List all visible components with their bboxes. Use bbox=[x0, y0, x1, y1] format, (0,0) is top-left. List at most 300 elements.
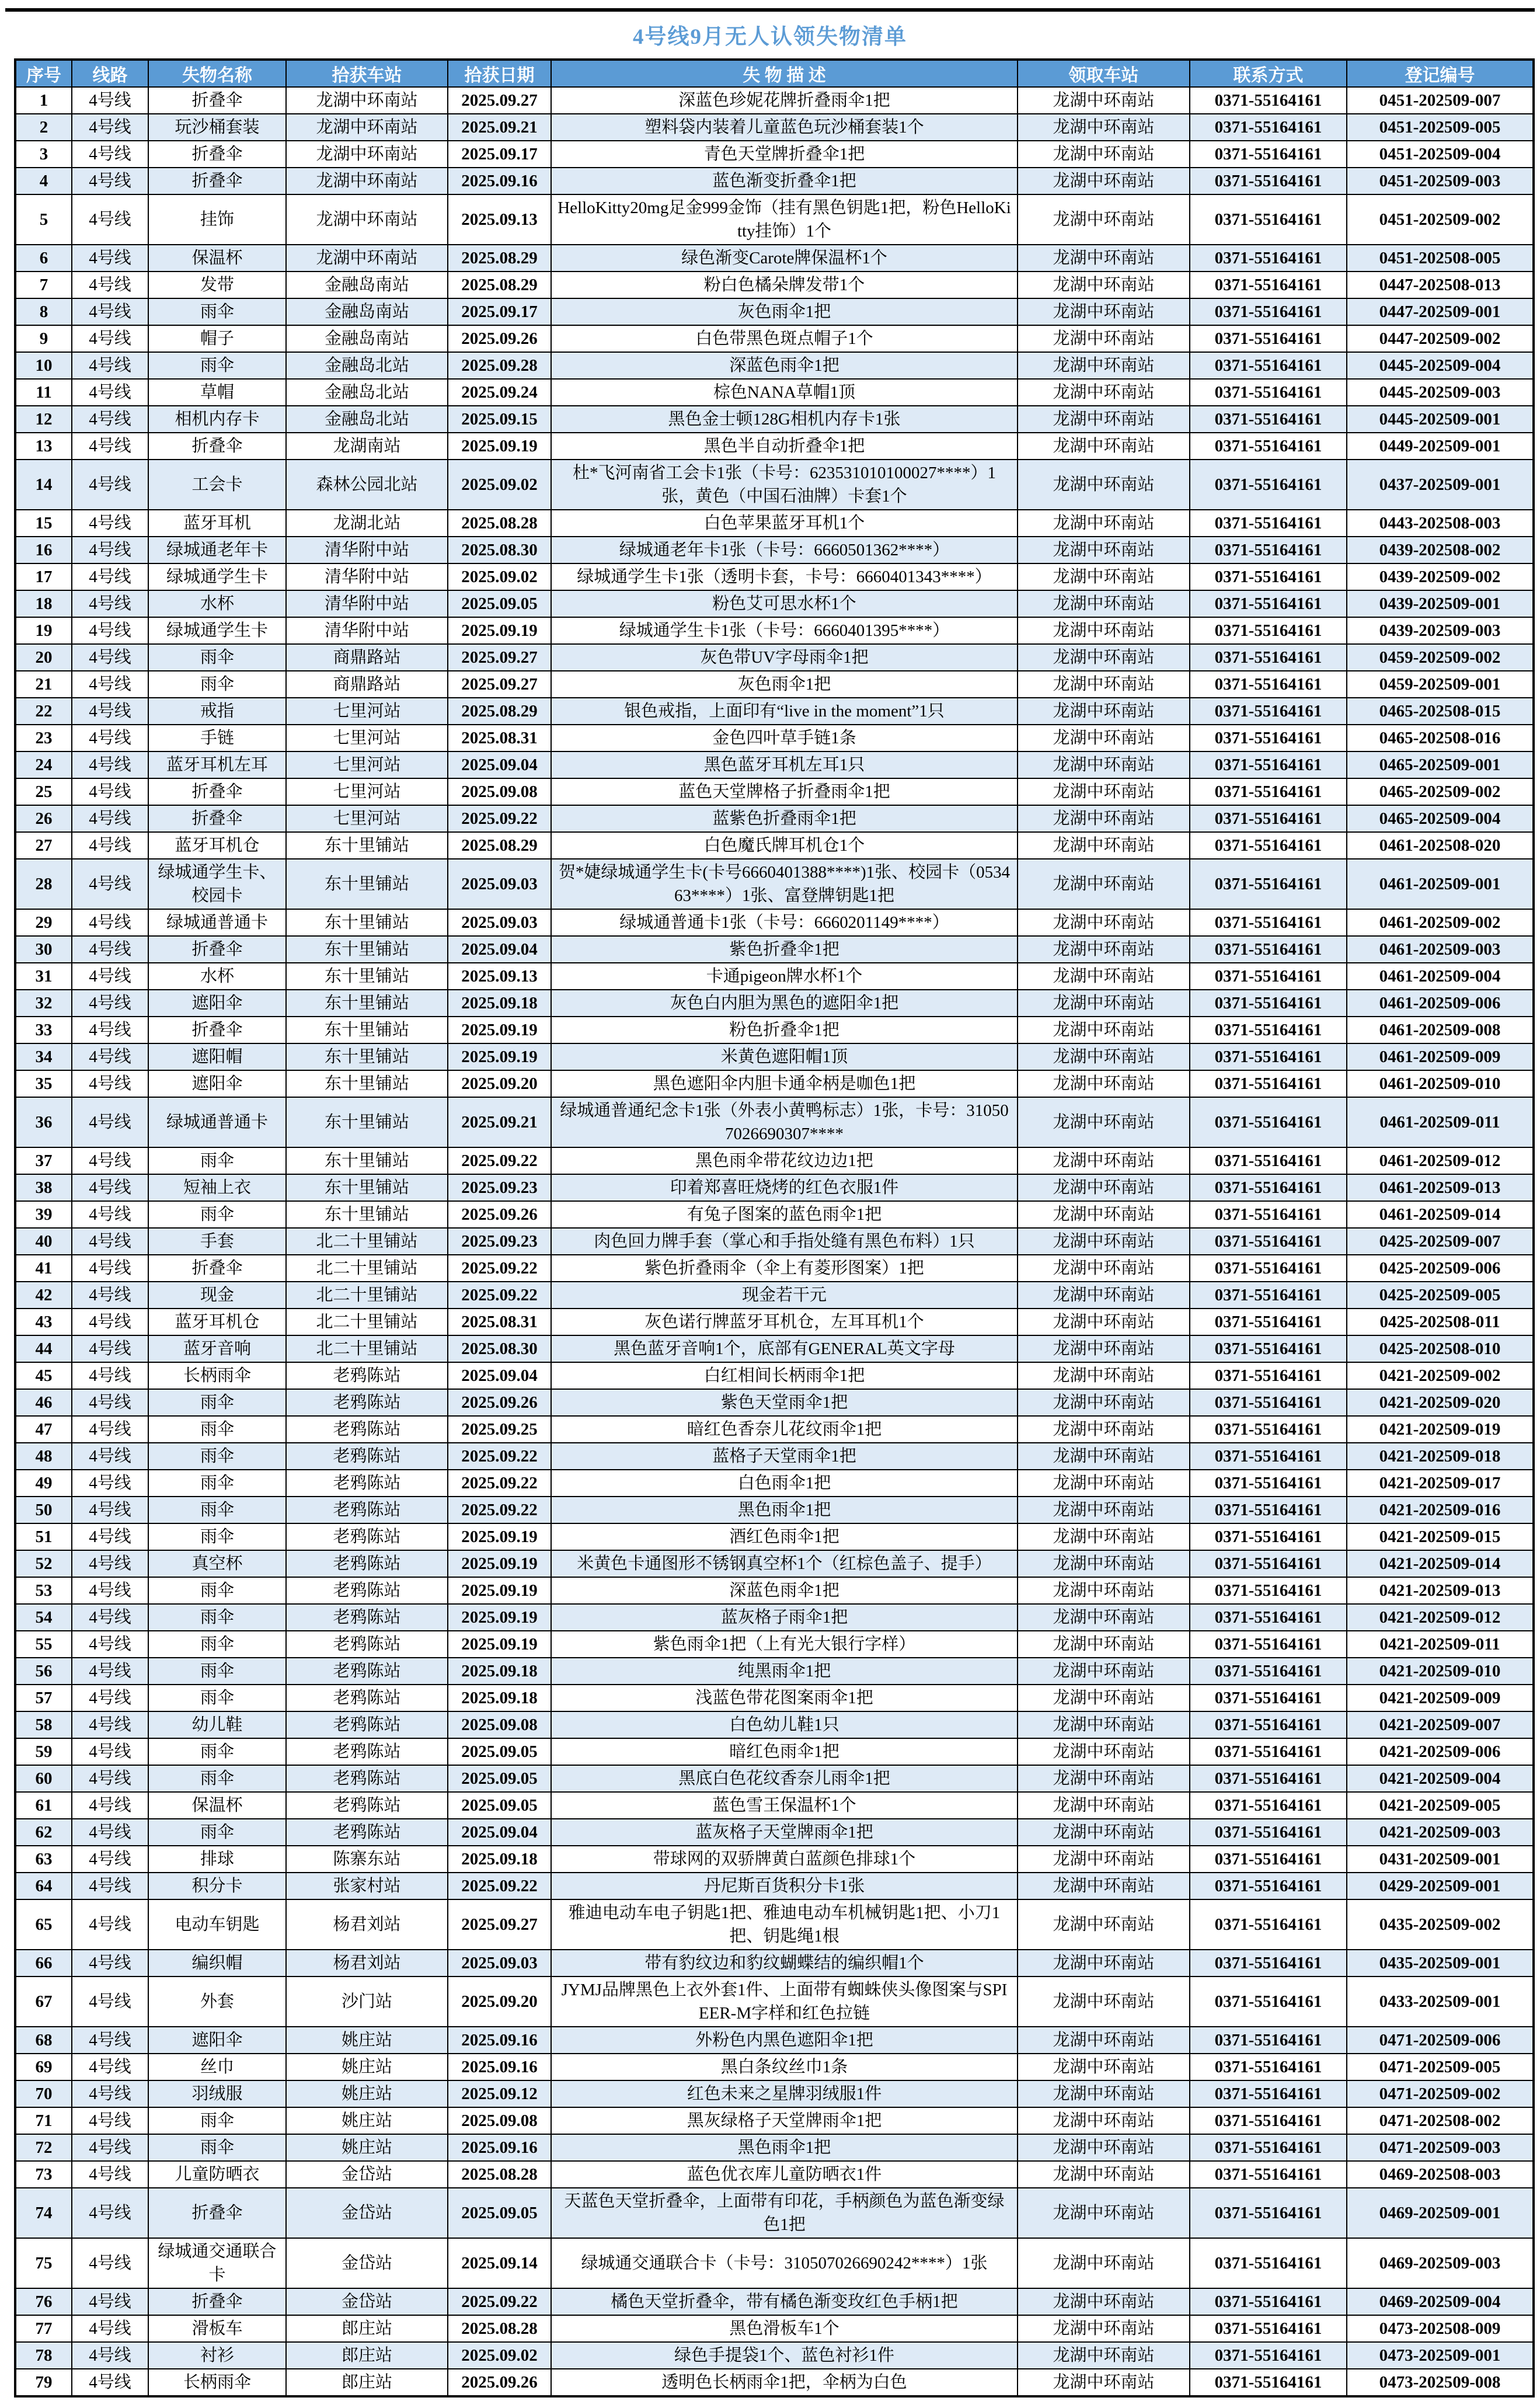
contact-cell: 0371-55164161 bbox=[1190, 805, 1347, 832]
found-date-cell: 2025.09.19 bbox=[448, 1550, 551, 1577]
pickup-station-cell: 龙湖中环南站 bbox=[1018, 1950, 1190, 1977]
contact-cell: 0371-55164161 bbox=[1190, 298, 1347, 325]
pickup-station-cell: 龙湖中环南站 bbox=[1018, 272, 1190, 298]
description-cell: 浅蓝色带花图案雨伞1把 bbox=[551, 1685, 1018, 1711]
table-row bbox=[15, 1255, 1534, 1282]
found-date-cell: 2025.08.30 bbox=[448, 537, 551, 563]
item-name-cell: 水杯 bbox=[148, 590, 286, 617]
registration-cell: 0451-202508-005 bbox=[1347, 245, 1534, 272]
line-cell: 4号线 bbox=[72, 909, 148, 936]
table-row bbox=[15, 563, 1534, 590]
found-date-cell: 2025.09.16 bbox=[448, 2027, 551, 2054]
serial-cell: 70 bbox=[15, 2080, 72, 2107]
found-date-cell: 2025.09.19 bbox=[448, 1043, 551, 1070]
serial-cell: 28 bbox=[15, 859, 72, 909]
item-name-cell: 遮阳帽 bbox=[148, 1043, 286, 1070]
found-station-cell: 东十里铺站 bbox=[286, 1147, 448, 1174]
registration-cell: 0445-202509-004 bbox=[1347, 352, 1534, 379]
found-station-cell: 姚庄站 bbox=[286, 2027, 448, 2054]
contact-cell: 0371-55164161 bbox=[1190, 1470, 1347, 1497]
contact-cell: 0371-55164161 bbox=[1190, 1577, 1347, 1604]
table-row bbox=[15, 2369, 1534, 2396]
table-row bbox=[15, 2134, 1534, 2161]
table-row bbox=[15, 2238, 1534, 2288]
contact-cell: 0371-55164161 bbox=[1190, 379, 1347, 406]
found-date-cell: 2025.09.18 bbox=[448, 1846, 551, 1873]
table-row bbox=[15, 1470, 1534, 1497]
found-station-cell: 老鸦陈站 bbox=[286, 1470, 448, 1497]
description-cell: 白色魔氏牌耳机仓1个 bbox=[551, 832, 1018, 859]
contact-cell: 0371-55164161 bbox=[1190, 671, 1347, 698]
found-station-cell: 陈寨东站 bbox=[286, 1846, 448, 1873]
table-row bbox=[15, 1335, 1534, 1362]
description-cell: 黑色雨伞1把 bbox=[551, 1497, 1018, 1523]
line-cell: 4号线 bbox=[72, 963, 148, 990]
registration-cell: 0421-202509-004 bbox=[1347, 1765, 1534, 1792]
column-header-serial: 序号 bbox=[15, 60, 72, 87]
contact-cell: 0371-55164161 bbox=[1190, 510, 1347, 537]
table-row bbox=[15, 1282, 1534, 1309]
line-cell: 4号线 bbox=[72, 936, 148, 963]
found-station-cell: 金岱站 bbox=[286, 2188, 448, 2238]
lost-items-table bbox=[14, 58, 1535, 2397]
found-date-cell: 2025.09.18 bbox=[448, 1685, 551, 1711]
found-station-cell: 商鼎路站 bbox=[286, 644, 448, 671]
item-name-cell: 折叠伞 bbox=[148, 433, 286, 460]
item-name-cell: 雨伞 bbox=[148, 1577, 286, 1604]
serial-cell: 56 bbox=[15, 1658, 72, 1685]
line-cell: 4号线 bbox=[72, 725, 148, 751]
contact-cell: 0371-55164161 bbox=[1190, 2054, 1347, 2080]
column-header-item-name: 失物名称 bbox=[148, 60, 286, 87]
found-station-cell: 金融岛南站 bbox=[286, 325, 448, 352]
pickup-station-cell: 龙湖中环南站 bbox=[1018, 2027, 1190, 2054]
table-row bbox=[15, 1604, 1534, 1631]
contact-cell: 0371-55164161 bbox=[1190, 590, 1347, 617]
serial-cell: 41 bbox=[15, 1255, 72, 1282]
item-name-cell: 雨伞 bbox=[148, 1685, 286, 1711]
found-station-cell: 老鸦陈站 bbox=[286, 1631, 448, 1658]
item-name-cell: 外套 bbox=[148, 1977, 286, 2027]
found-date-cell: 2025.09.17 bbox=[448, 141, 551, 168]
item-name-cell: 雨伞 bbox=[148, 352, 286, 379]
pickup-station-cell: 龙湖中环南站 bbox=[1018, 325, 1190, 352]
line-cell: 4号线 bbox=[72, 2134, 148, 2161]
registration-cell: 0471-202509-006 bbox=[1347, 2027, 1534, 2054]
pickup-station-cell: 龙湖中环南站 bbox=[1018, 859, 1190, 909]
table-row bbox=[15, 1711, 1534, 1738]
contact-cell: 0371-55164161 bbox=[1190, 1523, 1347, 1550]
registration-cell: 0421-202509-007 bbox=[1347, 1711, 1534, 1738]
line-cell: 4号线 bbox=[72, 2238, 148, 2288]
pickup-station-cell: 龙湖中环南站 bbox=[1018, 537, 1190, 563]
found-date-cell: 2025.09.16 bbox=[448, 2134, 551, 2161]
serial-cell: 57 bbox=[15, 1685, 72, 1711]
table-row bbox=[15, 963, 1534, 990]
description-cell: 灰色雨伞1把 bbox=[551, 671, 1018, 698]
item-name-cell: 真空杯 bbox=[148, 1550, 286, 1577]
registration-cell: 0471-202509-003 bbox=[1347, 2134, 1534, 2161]
item-name-cell: 雨伞 bbox=[148, 2134, 286, 2161]
registration-cell: 0421-202509-005 bbox=[1347, 1792, 1534, 1819]
registration-cell: 0459-202509-002 bbox=[1347, 644, 1534, 671]
registration-cell: 0465-202509-002 bbox=[1347, 778, 1534, 805]
item-name-cell: 折叠伞 bbox=[148, 2288, 286, 2315]
registration-cell: 0425-202509-006 bbox=[1347, 1255, 1534, 1282]
table-row bbox=[15, 2027, 1534, 2054]
found-station-cell: 老鸦陈站 bbox=[286, 1389, 448, 1416]
serial-cell: 30 bbox=[15, 936, 72, 963]
item-name-cell: 雨伞 bbox=[148, 1738, 286, 1765]
found-date-cell: 2025.09.19 bbox=[448, 1604, 551, 1631]
table-row bbox=[15, 406, 1534, 433]
registration-cell: 0461-202509-002 bbox=[1347, 909, 1534, 936]
pickup-station-cell: 龙湖中环南站 bbox=[1018, 698, 1190, 725]
description-cell: 灰色白内胆为黑色的遮阳伞1把 bbox=[551, 990, 1018, 1017]
found-station-cell: 商鼎路站 bbox=[286, 671, 448, 698]
registration-cell: 0469-202509-003 bbox=[1347, 2238, 1534, 2288]
item-name-cell: 雨伞 bbox=[148, 1819, 286, 1846]
description-cell: 酒红色雨伞1把 bbox=[551, 1523, 1018, 1550]
contact-cell: 0371-55164161 bbox=[1190, 1950, 1347, 1977]
serial-cell: 2 bbox=[15, 114, 72, 141]
pickup-station-cell: 龙湖中环南站 bbox=[1018, 1389, 1190, 1416]
pickup-station-cell: 龙湖中环南站 bbox=[1018, 2188, 1190, 2238]
found-date-cell: 2025.09.17 bbox=[448, 298, 551, 325]
found-date-cell: 2025.09.04 bbox=[448, 751, 551, 778]
found-date-cell: 2025.09.03 bbox=[448, 1950, 551, 1977]
found-station-cell: 东十里铺站 bbox=[286, 832, 448, 859]
table-row bbox=[15, 1792, 1534, 1819]
pickup-station-cell: 龙湖中环南站 bbox=[1018, 406, 1190, 433]
contact-cell: 0371-55164161 bbox=[1190, 1443, 1347, 1470]
serial-cell: 71 bbox=[15, 2107, 72, 2134]
pickup-station-cell: 龙湖中环南站 bbox=[1018, 1604, 1190, 1631]
description-cell: 黑白条纹丝巾1条 bbox=[551, 2054, 1018, 2080]
serial-cell: 73 bbox=[15, 2161, 72, 2188]
description-cell: 绿城通老年卡1张（卡号：6660501362****） bbox=[551, 537, 1018, 563]
line-cell: 4号线 bbox=[72, 751, 148, 778]
found-date-cell: 2025.09.23 bbox=[448, 1228, 551, 1255]
line-cell: 4号线 bbox=[72, 298, 148, 325]
pickup-station-cell: 龙湖中环南站 bbox=[1018, 909, 1190, 936]
line-cell: 4号线 bbox=[72, 1685, 148, 1711]
table-row bbox=[15, 2161, 1534, 2188]
line-cell: 4号线 bbox=[72, 1765, 148, 1792]
table-row bbox=[15, 1017, 1534, 1043]
contact-cell: 0371-55164161 bbox=[1190, 1174, 1347, 1201]
contact-cell: 0371-55164161 bbox=[1190, 1282, 1347, 1309]
item-name-cell: 工会卡 bbox=[148, 460, 286, 510]
description-cell: 深蓝色雨伞1把 bbox=[551, 352, 1018, 379]
table-row bbox=[15, 1819, 1534, 1846]
contact-cell: 0371-55164161 bbox=[1190, 1255, 1347, 1282]
item-name-cell: 遮阳伞 bbox=[148, 990, 286, 1017]
found-station-cell: 北二十里铺站 bbox=[286, 1255, 448, 1282]
description-cell: 白红相间长柄雨伞1把 bbox=[551, 1362, 1018, 1389]
table-row bbox=[15, 1977, 1534, 2027]
line-cell: 4号线 bbox=[72, 590, 148, 617]
serial-cell: 75 bbox=[15, 2238, 72, 2288]
contact-cell: 0371-55164161 bbox=[1190, 433, 1347, 460]
pickup-station-cell: 龙湖中环南站 bbox=[1018, 1017, 1190, 1043]
contact-cell: 0371-55164161 bbox=[1190, 778, 1347, 805]
description-cell: 灰色带UV字母雨伞1把 bbox=[551, 644, 1018, 671]
table-row bbox=[15, 725, 1534, 751]
found-station-cell: 金融岛北站 bbox=[286, 406, 448, 433]
pickup-station-cell: 龙湖中环南站 bbox=[1018, 644, 1190, 671]
item-name-cell: 长柄雨伞 bbox=[148, 1362, 286, 1389]
description-cell: 绿色渐变Carote牌保温杯1个 bbox=[551, 245, 1018, 272]
registration-cell: 0465-202509-004 bbox=[1347, 805, 1534, 832]
serial-cell: 18 bbox=[15, 590, 72, 617]
registration-cell: 0421-202509-006 bbox=[1347, 1738, 1534, 1765]
serial-cell: 63 bbox=[15, 1846, 72, 1873]
found-station-cell: 沙门站 bbox=[286, 1977, 448, 2027]
contact-cell: 0371-55164161 bbox=[1190, 563, 1347, 590]
serial-cell: 3 bbox=[15, 141, 72, 168]
found-station-cell: 清华附中站 bbox=[286, 537, 448, 563]
contact-cell: 0371-55164161 bbox=[1190, 751, 1347, 778]
line-cell: 4号线 bbox=[72, 141, 148, 168]
table-row bbox=[15, 379, 1534, 406]
contact-cell: 0371-55164161 bbox=[1190, 1765, 1347, 1792]
line-cell: 4号线 bbox=[72, 1631, 148, 1658]
line-cell: 4号线 bbox=[72, 433, 148, 460]
line-cell: 4号线 bbox=[72, 460, 148, 510]
item-name-cell: 绿城通交通联合卡 bbox=[148, 2238, 286, 2288]
found-date-cell: 2025.09.23 bbox=[448, 1174, 551, 1201]
registration-cell: 0421-202509-016 bbox=[1347, 1497, 1534, 1523]
pickup-station-cell: 龙湖中环南站 bbox=[1018, 563, 1190, 590]
contact-cell: 0371-55164161 bbox=[1190, 1416, 1347, 1443]
item-name-cell: 水杯 bbox=[148, 963, 286, 990]
contact-cell: 0371-55164161 bbox=[1190, 1977, 1347, 2027]
line-cell: 4号线 bbox=[72, 1950, 148, 1977]
description-cell: 黑灰绿格子天堂牌雨伞1把 bbox=[551, 2107, 1018, 2134]
contact-cell: 0371-55164161 bbox=[1190, 2027, 1347, 2054]
item-name-cell: 雨伞 bbox=[148, 1389, 286, 1416]
found-date-cell: 2025.09.19 bbox=[448, 1017, 551, 1043]
registration-cell: 0425-202508-011 bbox=[1347, 1309, 1534, 1335]
description-cell: 蓝色天堂牌格子折叠雨伞1把 bbox=[551, 778, 1018, 805]
line-cell: 4号线 bbox=[72, 1017, 148, 1043]
pickup-station-cell: 龙湖中环南站 bbox=[1018, 2342, 1190, 2369]
found-date-cell: 2025.09.02 bbox=[448, 2342, 551, 2369]
found-station-cell: 东十里铺站 bbox=[286, 1201, 448, 1228]
item-name-cell: 帽子 bbox=[148, 325, 286, 352]
description-cell: 黑色雨伞带花纹边边1把 bbox=[551, 1147, 1018, 1174]
serial-cell: 40 bbox=[15, 1228, 72, 1255]
table-row bbox=[15, 1899, 1534, 1950]
pickup-station-cell: 龙湖中环南站 bbox=[1018, 1685, 1190, 1711]
found-station-cell: 东十里铺站 bbox=[286, 1043, 448, 1070]
registration-cell: 0435-202509-001 bbox=[1347, 1950, 1534, 1977]
contact-cell: 0371-55164161 bbox=[1190, 537, 1347, 563]
pickup-station-cell: 龙湖中环南站 bbox=[1018, 1255, 1190, 1282]
item-name-cell: 雨伞 bbox=[148, 1765, 286, 1792]
pickup-station-cell: 龙湖中环南站 bbox=[1018, 1819, 1190, 1846]
registration-cell: 0421-202509-020 bbox=[1347, 1389, 1534, 1416]
found-date-cell: 2025.09.13 bbox=[448, 963, 551, 990]
found-date-cell: 2025.09.16 bbox=[448, 2054, 551, 2080]
pickup-station-cell: 龙湖中环南站 bbox=[1018, 1873, 1190, 1899]
table-row bbox=[15, 1228, 1534, 1255]
registration-cell: 0443-202508-003 bbox=[1347, 510, 1534, 537]
column-header-line: 线路 bbox=[72, 60, 148, 87]
line-cell: 4号线 bbox=[72, 1309, 148, 1335]
serial-cell: 37 bbox=[15, 1147, 72, 1174]
serial-cell: 24 bbox=[15, 751, 72, 778]
table-row bbox=[15, 1309, 1534, 1335]
table-row bbox=[15, 272, 1534, 298]
description-cell: 蓝色渐变折叠伞1把 bbox=[551, 168, 1018, 194]
description-cell: 黑色雨伞1把 bbox=[551, 2134, 1018, 2161]
description-cell: 红色未来之星牌羽绒服1件 bbox=[551, 2080, 1018, 2107]
item-name-cell: 雨伞 bbox=[148, 1470, 286, 1497]
table-row bbox=[15, 2188, 1534, 2238]
registration-cell: 0447-202509-002 bbox=[1347, 325, 1534, 352]
table-row bbox=[15, 1416, 1534, 1443]
item-name-cell: 雨伞 bbox=[148, 1201, 286, 1228]
description-cell: 粉色艾可思水杯1个 bbox=[551, 590, 1018, 617]
item-name-cell: 雨伞 bbox=[148, 298, 286, 325]
description-cell: 雅迪电动车电子钥匙1把、雅迪电动车机械钥匙1把、小刀1把、钥匙绳1根 bbox=[551, 1899, 1018, 1950]
contact-cell: 0371-55164161 bbox=[1190, 1711, 1347, 1738]
found-station-cell: 杨君刘站 bbox=[286, 1950, 448, 1977]
found-station-cell: 老鸦陈站 bbox=[286, 1792, 448, 1819]
line-cell: 4号线 bbox=[72, 1899, 148, 1950]
pickup-station-cell: 龙湖中环南站 bbox=[1018, 671, 1190, 698]
found-date-cell: 2025.09.22 bbox=[448, 1282, 551, 1309]
registration-cell: 0461-202509-004 bbox=[1347, 963, 1534, 990]
pickup-station-cell: 龙湖中环南站 bbox=[1018, 1443, 1190, 1470]
found-station-cell: 金融岛北站 bbox=[286, 352, 448, 379]
contact-cell: 0371-55164161 bbox=[1190, 2134, 1347, 2161]
table-row bbox=[15, 2288, 1534, 2315]
table-row bbox=[15, 1873, 1534, 1899]
pickup-station-cell: 龙湖中环南站 bbox=[1018, 1416, 1190, 1443]
line-cell: 4号线 bbox=[72, 805, 148, 832]
found-station-cell: 老鸦陈站 bbox=[286, 1497, 448, 1523]
pickup-station-cell: 龙湖中环南站 bbox=[1018, 751, 1190, 778]
found-date-cell: 2025.09.03 bbox=[448, 859, 551, 909]
description-cell: 白色带黑色斑点帽子1个 bbox=[551, 325, 1018, 352]
contact-cell: 0371-55164161 bbox=[1190, 2315, 1347, 2342]
found-station-cell: 老鸦陈站 bbox=[286, 1738, 448, 1765]
serial-cell: 78 bbox=[15, 2342, 72, 2369]
header-row bbox=[15, 60, 1534, 87]
contact-cell: 0371-55164161 bbox=[1190, 859, 1347, 909]
registration-cell: 0473-202509-008 bbox=[1347, 2369, 1534, 2396]
serial-cell: 55 bbox=[15, 1631, 72, 1658]
found-station-cell: 东十里铺站 bbox=[286, 990, 448, 1017]
table-row bbox=[15, 433, 1534, 460]
found-station-cell: 老鸦陈站 bbox=[286, 1604, 448, 1631]
contact-cell: 0371-55164161 bbox=[1190, 1147, 1347, 1174]
item-name-cell: 排球 bbox=[148, 1846, 286, 1873]
found-station-cell: 金融岛南站 bbox=[286, 298, 448, 325]
registration-cell: 0421-202509-018 bbox=[1347, 1443, 1534, 1470]
registration-cell: 0449-202509-001 bbox=[1347, 433, 1534, 460]
item-name-cell: 遮阳伞 bbox=[148, 1070, 286, 1097]
line-cell: 4号线 bbox=[72, 325, 148, 352]
serial-cell: 39 bbox=[15, 1201, 72, 1228]
line-cell: 4号线 bbox=[72, 1846, 148, 1873]
item-name-cell: 雨伞 bbox=[148, 1147, 286, 1174]
item-name-cell: 滑板车 bbox=[148, 2315, 286, 2342]
column-header-found-station: 拾获车站 bbox=[286, 60, 448, 87]
description-cell: 绿色手提袋1个、蓝色衬衫1件 bbox=[551, 2342, 1018, 2369]
registration-cell: 0459-202509-001 bbox=[1347, 671, 1534, 698]
contact-cell: 0371-55164161 bbox=[1190, 2369, 1347, 2396]
found-date-cell: 2025.09.04 bbox=[448, 936, 551, 963]
pickup-station-cell: 龙湖中环南站 bbox=[1018, 1658, 1190, 1685]
description-cell: 紫色雨伞1把（上有光大银行字样） bbox=[551, 1631, 1018, 1658]
registration-cell: 0471-202509-005 bbox=[1347, 2054, 1534, 2080]
table-row bbox=[15, 510, 1534, 537]
line-cell: 4号线 bbox=[72, 1362, 148, 1389]
serial-cell: 1 bbox=[15, 87, 72, 114]
registration-cell: 0465-202508-016 bbox=[1347, 725, 1534, 751]
serial-cell: 66 bbox=[15, 1950, 72, 1977]
contact-cell: 0371-55164161 bbox=[1190, 114, 1347, 141]
found-date-cell: 2025.08.30 bbox=[448, 1335, 551, 1362]
contact-cell: 0371-55164161 bbox=[1190, 963, 1347, 990]
serial-cell: 53 bbox=[15, 1577, 72, 1604]
table-row bbox=[15, 1443, 1534, 1470]
found-date-cell: 2025.08.29 bbox=[448, 272, 551, 298]
found-date-cell: 2025.09.22 bbox=[448, 1497, 551, 1523]
description-cell: 绿城通学生卡1张（透明卡套，卡号：6660401343****） bbox=[551, 563, 1018, 590]
registration-cell: 0451-202509-004 bbox=[1347, 141, 1534, 168]
found-station-cell: 老鸦陈站 bbox=[286, 1362, 448, 1389]
pickup-station-cell: 龙湖中环南站 bbox=[1018, 168, 1190, 194]
serial-cell: 45 bbox=[15, 1362, 72, 1389]
registration-cell: 0439-202509-002 bbox=[1347, 563, 1534, 590]
description-cell: 紫色天堂雨伞1把 bbox=[551, 1389, 1018, 1416]
serial-cell: 34 bbox=[15, 1043, 72, 1070]
description-cell: 卡通pigeon牌水杯1个 bbox=[551, 963, 1018, 990]
line-cell: 4号线 bbox=[72, 671, 148, 698]
serial-cell: 68 bbox=[15, 2027, 72, 2054]
pickup-station-cell: 龙湖中环南站 bbox=[1018, 460, 1190, 510]
item-name-cell: 折叠伞 bbox=[148, 1017, 286, 1043]
line-cell: 4号线 bbox=[72, 1470, 148, 1497]
item-name-cell: 绿城通学生卡 bbox=[148, 617, 286, 644]
item-name-cell: 雨伞 bbox=[148, 2107, 286, 2134]
description-cell: 黑色滑板车1个 bbox=[551, 2315, 1018, 2342]
table-row bbox=[15, 1685, 1534, 1711]
found-station-cell: 龙湖中环南站 bbox=[286, 168, 448, 194]
item-name-cell: 折叠伞 bbox=[148, 168, 286, 194]
column-header-found-date: 拾获日期 bbox=[448, 60, 551, 87]
serial-cell: 27 bbox=[15, 832, 72, 859]
description-cell: 蓝格子天堂雨伞1把 bbox=[551, 1443, 1018, 1470]
description-cell: 紫色折叠雨伞（伞上有菱形图案）1把 bbox=[551, 1255, 1018, 1282]
found-date-cell: 2025.09.18 bbox=[448, 990, 551, 1017]
registration-cell: 0461-202509-008 bbox=[1347, 1017, 1534, 1043]
found-station-cell: 东十里铺站 bbox=[286, 936, 448, 963]
description-cell: 现金若干元 bbox=[551, 1282, 1018, 1309]
description-cell: 蓝紫色折叠雨伞1把 bbox=[551, 805, 1018, 832]
line-cell: 4号线 bbox=[72, 1497, 148, 1523]
pickup-station-cell: 龙湖中环南站 bbox=[1018, 1097, 1190, 1147]
serial-cell: 67 bbox=[15, 1977, 72, 2027]
item-name-cell: 折叠伞 bbox=[148, 805, 286, 832]
description-cell: 蓝色优衣库儿童防晒衣1件 bbox=[551, 2161, 1018, 2188]
found-station-cell: 清华附中站 bbox=[286, 617, 448, 644]
